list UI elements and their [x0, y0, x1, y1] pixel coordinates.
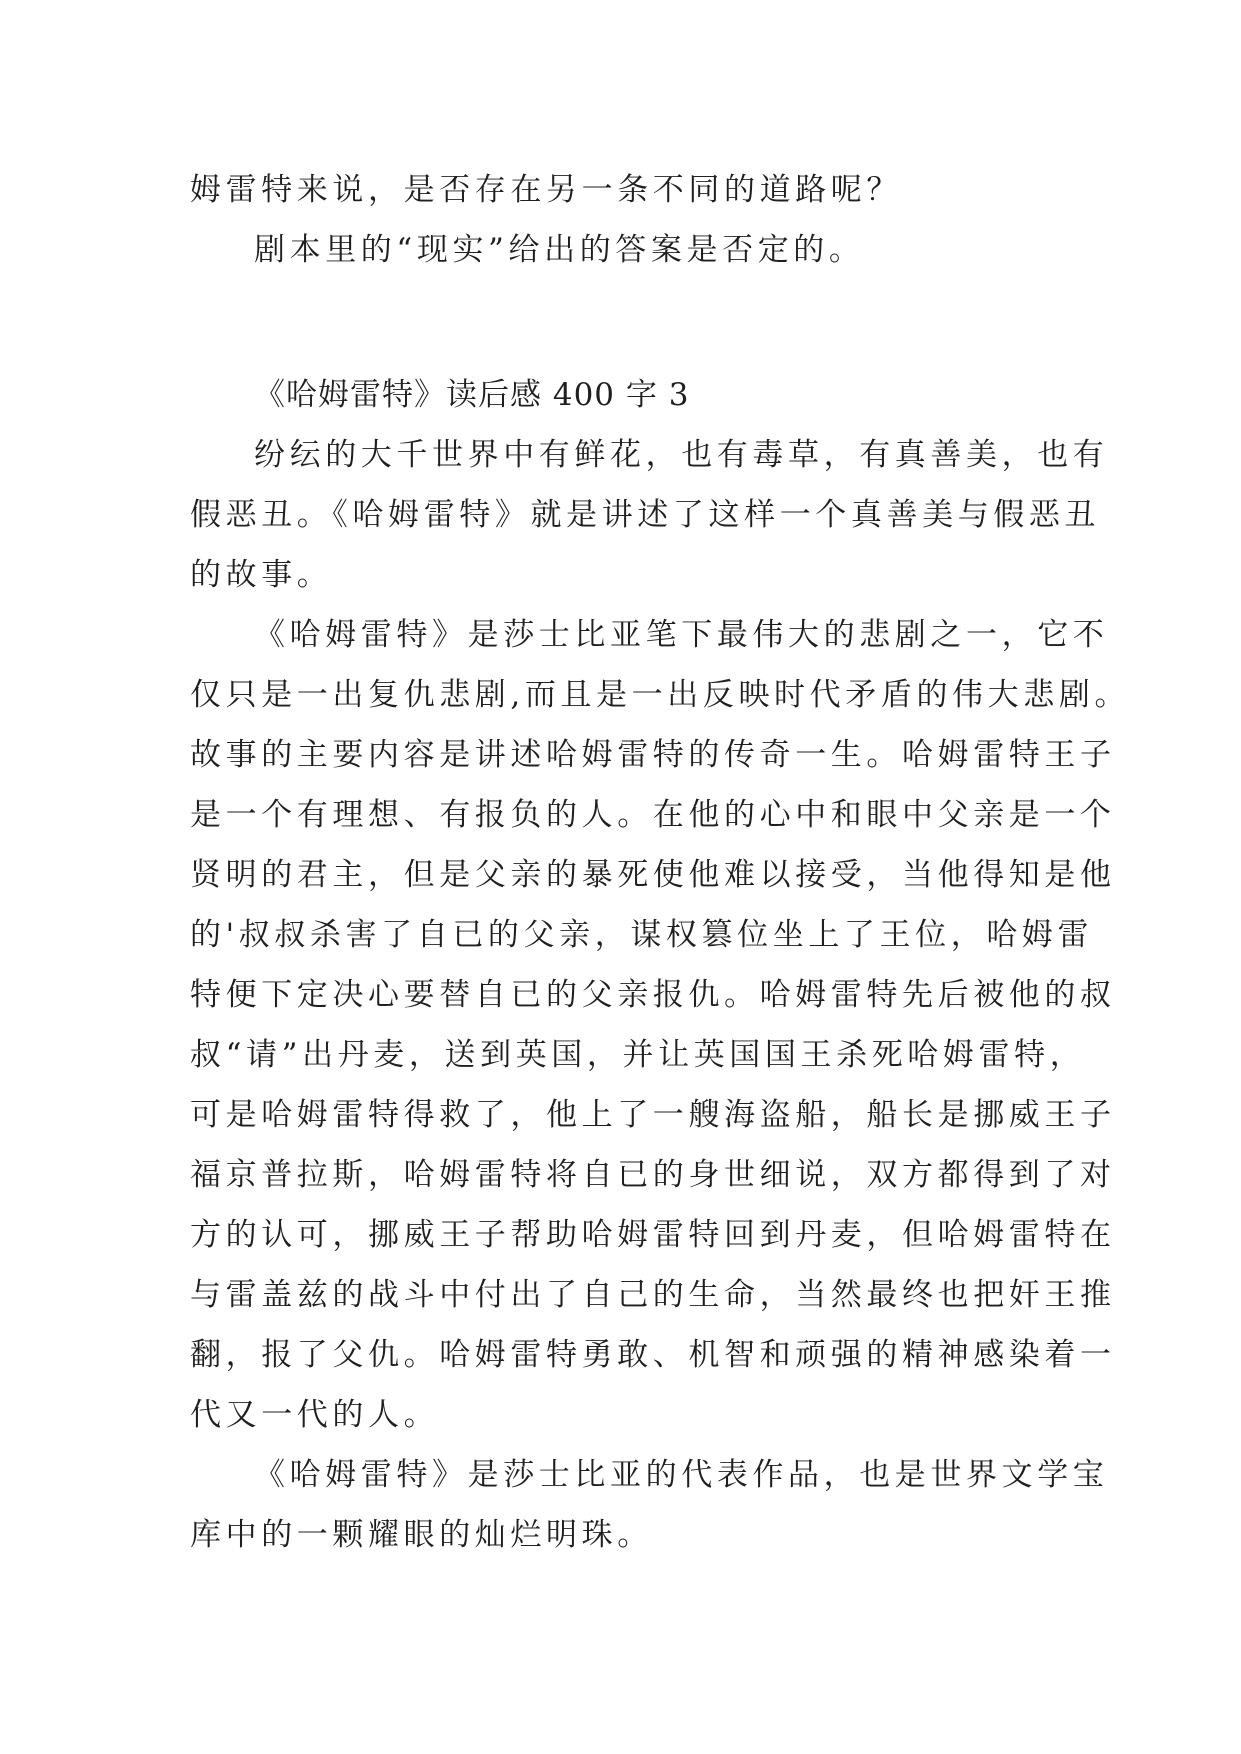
- text-line: 假恶丑。《哈姆雷特》就是讲述了这样一个真善美与假恶丑: [190, 497, 1101, 533]
- text-line: 可是哈姆雷特得救了，他上了一艘海盗船，船长是挪威王子: [190, 1097, 1116, 1133]
- text-line: 剧本里的“现实”给出的答案是否定的。: [254, 232, 865, 268]
- text-line: 的'叔叔杀害了自已的父亲，谋权篡位坐上了王位，哈姆雷: [190, 917, 1094, 953]
- text-line: 与雷盖兹的战斗中付出了自己的生命，当然最终也把奸王推: [190, 1277, 1116, 1313]
- text-line: 是一个有理想、有报负的人。在他的心中和眼中父亲是一个: [190, 797, 1116, 833]
- section-spacer: [190, 280, 1060, 365]
- text-line: 特便下定决心要替自已的父亲报仇。哈姆雷特先后被他的叔: [190, 977, 1116, 1013]
- continuation-paragraph: [190, 160, 1060, 280]
- text-line: 仅只是一出复仇悲剧,而且是一出反映时代矛盾的伟大悲剧。: [190, 677, 1131, 713]
- text-line: 纷纭的大千世界中有鲜花，也有毒草，有真善美，也有: [254, 437, 1109, 473]
- text-line: 故事的主要内容是讲述哈姆雷特的传奇一生。哈姆雷特王子: [190, 737, 1116, 773]
- text-line: 姆雷特来说，是否存在另一条不同的道路呢？: [190, 172, 902, 208]
- body-paragraph-3: [190, 1445, 1109, 1565]
- text-line: 代又一代的人。: [190, 1397, 440, 1433]
- text-line: 《哈姆雷特》是莎士比亚笔下最伟大的悲剧之一，它不: [254, 617, 1109, 653]
- text-line: 库中的一颗耀眼的灿烂明珠。: [190, 1517, 653, 1553]
- body-paragraph-1: [190, 425, 1109, 605]
- text-line: 的故事。: [190, 557, 333, 593]
- text-line: 《哈姆雷特》是莎士比亚的代表作品，也是世界文学宝: [254, 1457, 1109, 1493]
- text-line: 叔“请”出丹麦，送到英国，并让英国国王杀死哈姆雷特，: [190, 1037, 1086, 1073]
- text-line: 贤明的君主，但是父亲的暴死使他难以接受，当他得知是他: [190, 857, 1116, 893]
- text-line: 方的认可，挪威王子帮助哈姆雷特回到丹麦，但哈姆雷特在: [190, 1217, 1116, 1253]
- text-line: 福京普拉斯，哈姆雷特将自已的身世细说，双方都得到了对: [190, 1157, 1116, 1193]
- text-line: 翻，报了父仇。哈姆雷特勇敢、机智和顽强的精神感染着一: [190, 1337, 1116, 1373]
- section-heading: 《哈姆雷特》读后感 400 字 3: [254, 377, 690, 413]
- body-paragraph-2: [190, 605, 1131, 1445]
- document-body: [190, 160, 1131, 1565]
